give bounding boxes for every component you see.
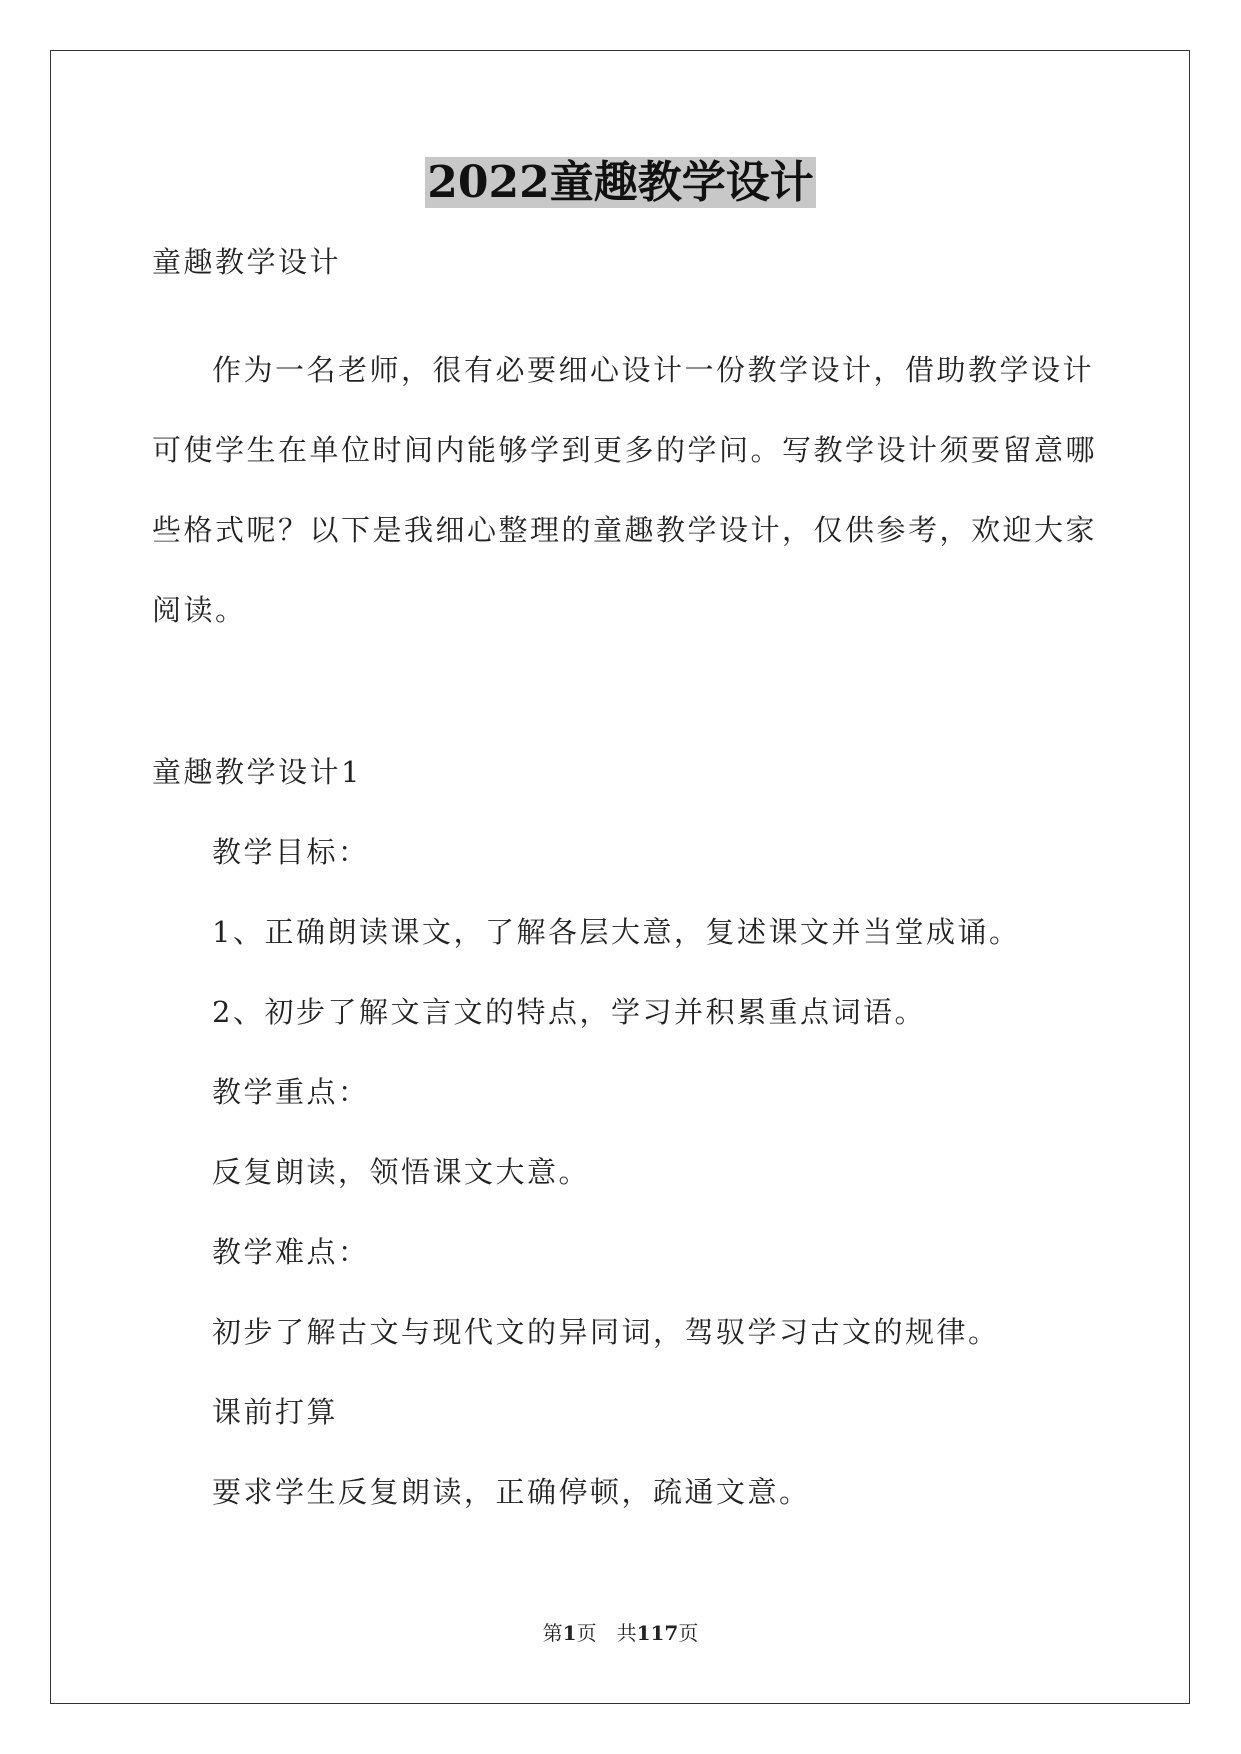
page-footer	[0, 1620, 1241, 1646]
footer-suffix: 页	[678, 1621, 699, 1645]
paragraph-line: 2、初步了解文言文的特点，学习并积累重点词语。	[212, 995, 926, 1029]
paragraph-line: 课前打算	[212, 1395, 339, 1429]
paragraph-line: 作为一名老师，很有必要细心设计一份教学设计，借助教学设计	[212, 353, 1095, 387]
paragraph-line: 可使学生在单位时间内能够学到更多的学问。写教学设计须要留意哪	[152, 433, 1098, 467]
footer-page-number: 1	[562, 1621, 577, 1645]
paragraph-line: 初步了解古文与现代文的异同词，驾驭学习古文的规律。	[212, 1315, 1000, 1349]
paragraph-line: 阅读。	[152, 593, 247, 627]
footer-mid: 页 共	[576, 1621, 637, 1645]
paragraph-line: 要求学生反复朗读，正确停顿，疏通文意。	[212, 1475, 811, 1509]
paragraph-line: 教学难点：	[212, 1235, 370, 1269]
paragraph-line: 些格式呢？以下是我细心整理的童趣教学设计，仅供参考，欢迎大家	[152, 513, 1098, 547]
section-heading: 童趣教学设计1	[152, 755, 362, 789]
paragraph-line: 1、正确朗读课文，了解各层大意，复述课文并当堂成诵。	[212, 915, 1021, 949]
document-title	[0, 153, 1241, 213]
document-title-text: 2022童趣教学设计	[427, 157, 814, 208]
paragraph-line: 反复朗读，领悟课文大意。	[212, 1155, 591, 1189]
paragraph-line: 教学重点：	[212, 1075, 370, 1109]
subtitle-line: 童趣教学设计	[152, 245, 342, 279]
footer-total-pages: 117	[636, 1621, 679, 1645]
page-border	[50, 50, 1190, 1704]
paragraph-line: 教学目标：	[212, 835, 370, 869]
footer-prefix: 第	[542, 1621, 563, 1645]
